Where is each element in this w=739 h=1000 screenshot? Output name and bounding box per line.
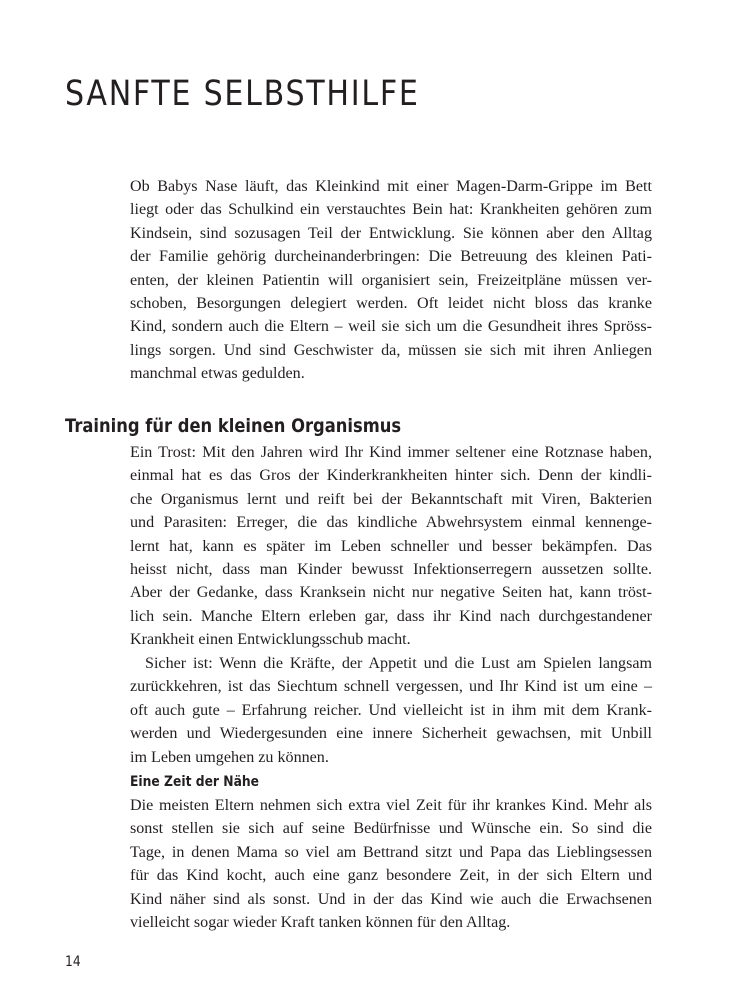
text-line: Tage, in denen Mama so viel am Bettrand sitzt und Papa das Lieblingsessen — [130, 843, 652, 861]
text-line: werden und Wiedergesunden eine innere Sicherheit gewachsen, mit Unbill — [130, 725, 652, 743]
section-heading-naehe: Eine Zeit der Nähe — [130, 774, 260, 790]
text-line: Die meisten Eltern nehmen sich extra viel Zeit für ihr krankes Kind. Mehr als — [130, 797, 652, 814]
page-number: 14 — [65, 954, 81, 970]
text-line: enten, der kleinen Patientin will organisiert sein, Freizeitpläne müssen ver- — [130, 271, 652, 289]
text-line: Kindsein, sind sozusagen Teil der Entwicklung. Sie können aber den Alltag — [130, 224, 652, 242]
page-title: SANFTE SELBSTHILFE — [65, 74, 420, 114]
text-line: Ob Babys Nase läuft, das Kleinkind mit einer Magen-Darm-Grippe im Bett — [130, 178, 652, 195]
section-heading-training: Training für den kleinen Organismus — [65, 415, 402, 437]
text-line: der Familie gehörig durcheinanderbringen: Die Betreuung des kleinen Pati- — [130, 248, 652, 266]
text-line: lings sorgen. Und sind Geschwister da, müssen sie sich mit ihren Anliegen — [130, 341, 652, 359]
text-line: sonst stellen sie sich auf seine Bedürfnisse und Wünsche ein. So sind die — [130, 820, 652, 838]
intro-paragraph — [130, 175, 652, 386]
text-line: oft auch gute – Erfahrung reicher. Und vielleicht ist in ihm mit dem Krank- — [130, 701, 652, 719]
text-line: vielleicht sogar wieder Kraft tanken können für den Alltag. — [130, 913, 511, 931]
text-line: che Organismus lernt und reift bei der Bekanntschaft mit Viren, Bakterien — [130, 490, 652, 508]
text-line: und Parasiten: Erreger, die das kindliche Abwehrsystem einmal kennenge- — [130, 514, 652, 532]
text-line: lich sein. Manche Eltern erleben gar, dass ihr Kind nach durchgestandener — [130, 607, 652, 625]
text-line: lernt hat, kann es später im Leben schneller und besser bekämpfen. Das — [130, 537, 652, 555]
text-line: einmal hat es das Gros der Kinderkrankheiten hinter sich. Denn der kindli- — [130, 467, 652, 485]
text-line: heisst nicht, dass man Kinder bewusst Infektionserregern aussetzen sollte. — [130, 560, 652, 578]
text-line: Ein Trost: Mit den Jahren wird Ihr Kind immer seltener eine Rotznase haben, — [130, 444, 652, 461]
text-line: Kind näher sind als sonst. Und in der das Kind wie auch die Erwachsenen — [130, 890, 652, 908]
text-line: schoben, Besorgungen delegiert werden. Oft leidet nicht bloss das kranke — [130, 294, 652, 312]
naehe-paragraph — [130, 794, 652, 934]
text-line: liegt oder das Schulkind ein verstauchtes Bein hat: Krankheiten gehören zum — [130, 201, 652, 219]
text-line: manchmal etwas gedulden. — [130, 365, 305, 383]
training-paragraph-1 — [130, 441, 652, 652]
text-line: Kind, sondern auch die Eltern – weil sie sich um die Gesundheit ihres Spröss- — [130, 318, 652, 336]
text-line: im Leben umgehen zu können. — [130, 748, 329, 766]
text-line: Krankheit einen Entwicklungsschub macht. — [130, 631, 411, 649]
training-paragraph-2 — [130, 652, 652, 769]
text-line: Sicher ist: Wenn die Kräfte, der Appetit und die Lust am Spielen langsam — [145, 655, 652, 672]
text-line: Aber der Gedanke, dass Kranksein nicht nur negative Seiten hat, kann tröst- — [130, 584, 652, 602]
text-line: für das Kind kocht, auch eine ganz besondere Zeit, in der sich Eltern und — [130, 867, 652, 885]
text-line: zurückkehren, ist das Siechtum schnell vergessen, und Ihr Kind ist um eine – — [130, 678, 652, 696]
